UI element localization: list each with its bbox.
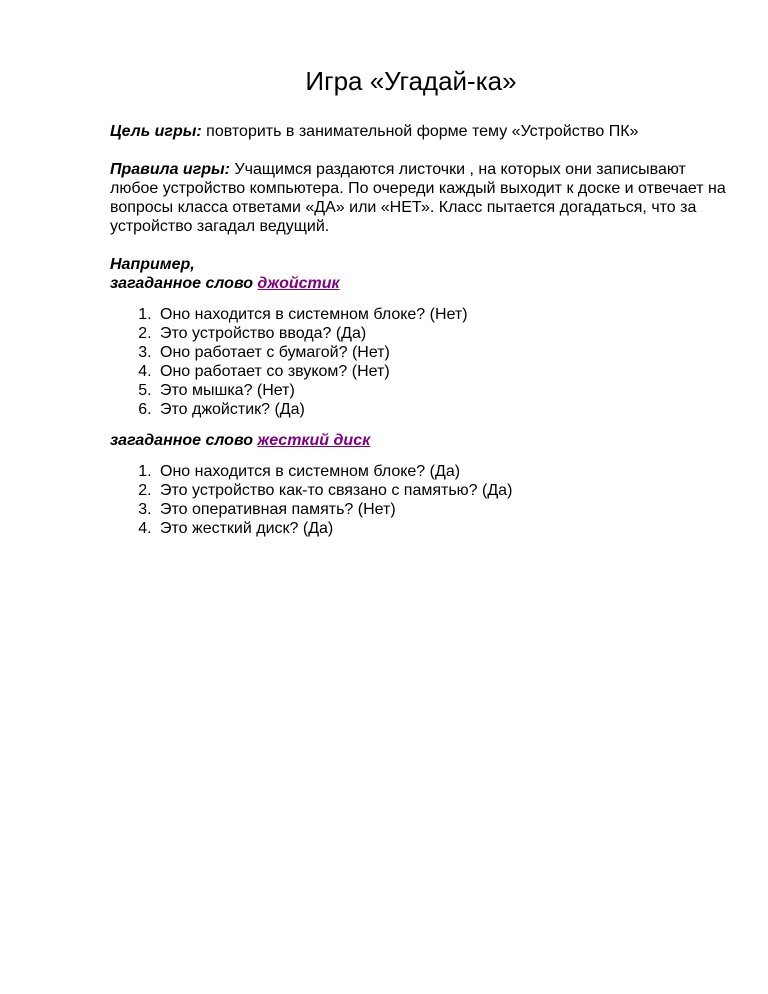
document-body [110,122,730,550]
list-item: 3. Это оперативная память? (Нет) [156,500,730,519]
example-heading-2 [110,431,730,450]
list-item: 2. Это устройство как-то связано с памятью? (Да) [156,481,730,500]
list-item: 4. Оно работает со звуком? (Нет) [156,362,730,381]
rules-label: Правила игры: [110,161,230,178]
rules-text: Учащимся раздаются листочки , на которых они записывают любое устройство компьютера. По очереди каждый выходит к доске и отвечает на вопросы класса ответами «ДА» или «НЕТ». Класс пытается догадаться, что за устройство загадал ведущий. [110,161,726,235]
list-item: 2. Это устройство ввода? (Да) [156,324,730,343]
question-list-1 [110,305,730,419]
list-item: 4. Это жесткий диск? (Да) [156,519,730,538]
example-heading-1 [110,274,730,293]
goal-label: Цель игры: [110,123,202,140]
example-prefix-1: загаданное слово [110,275,258,292]
page-title: Игра «Угадай-ка» [305,66,517,96]
list-item: 1. Оно находится в системном блоке? (Да) [156,462,730,481]
goal-text: повторить в занимательной форме тему «Устройство ПК» [201,123,639,140]
list-item: 5. Это мышка? (Нет) [156,381,730,400]
list-item: 3. Оно работает с бумагой? (Нет) [156,343,730,362]
list-item: 1. Оно находится в системном блоке? (Нет) [156,305,730,324]
example-section-2 [110,431,730,538]
rules-paragraph [110,160,730,236]
example-intro: Например, [110,256,195,273]
example-word-link-2[interactable]: жесткий диск [257,432,371,449]
list-item: 6. Это джойстик? (Да) [156,400,730,419]
example-word-link-1[interactable]: джойстик [257,275,340,292]
example-prefix-2: загаданное слово [110,432,258,449]
goal-paragraph [110,122,730,141]
example-section-1 [110,255,730,419]
question-list-2 [110,462,730,538]
